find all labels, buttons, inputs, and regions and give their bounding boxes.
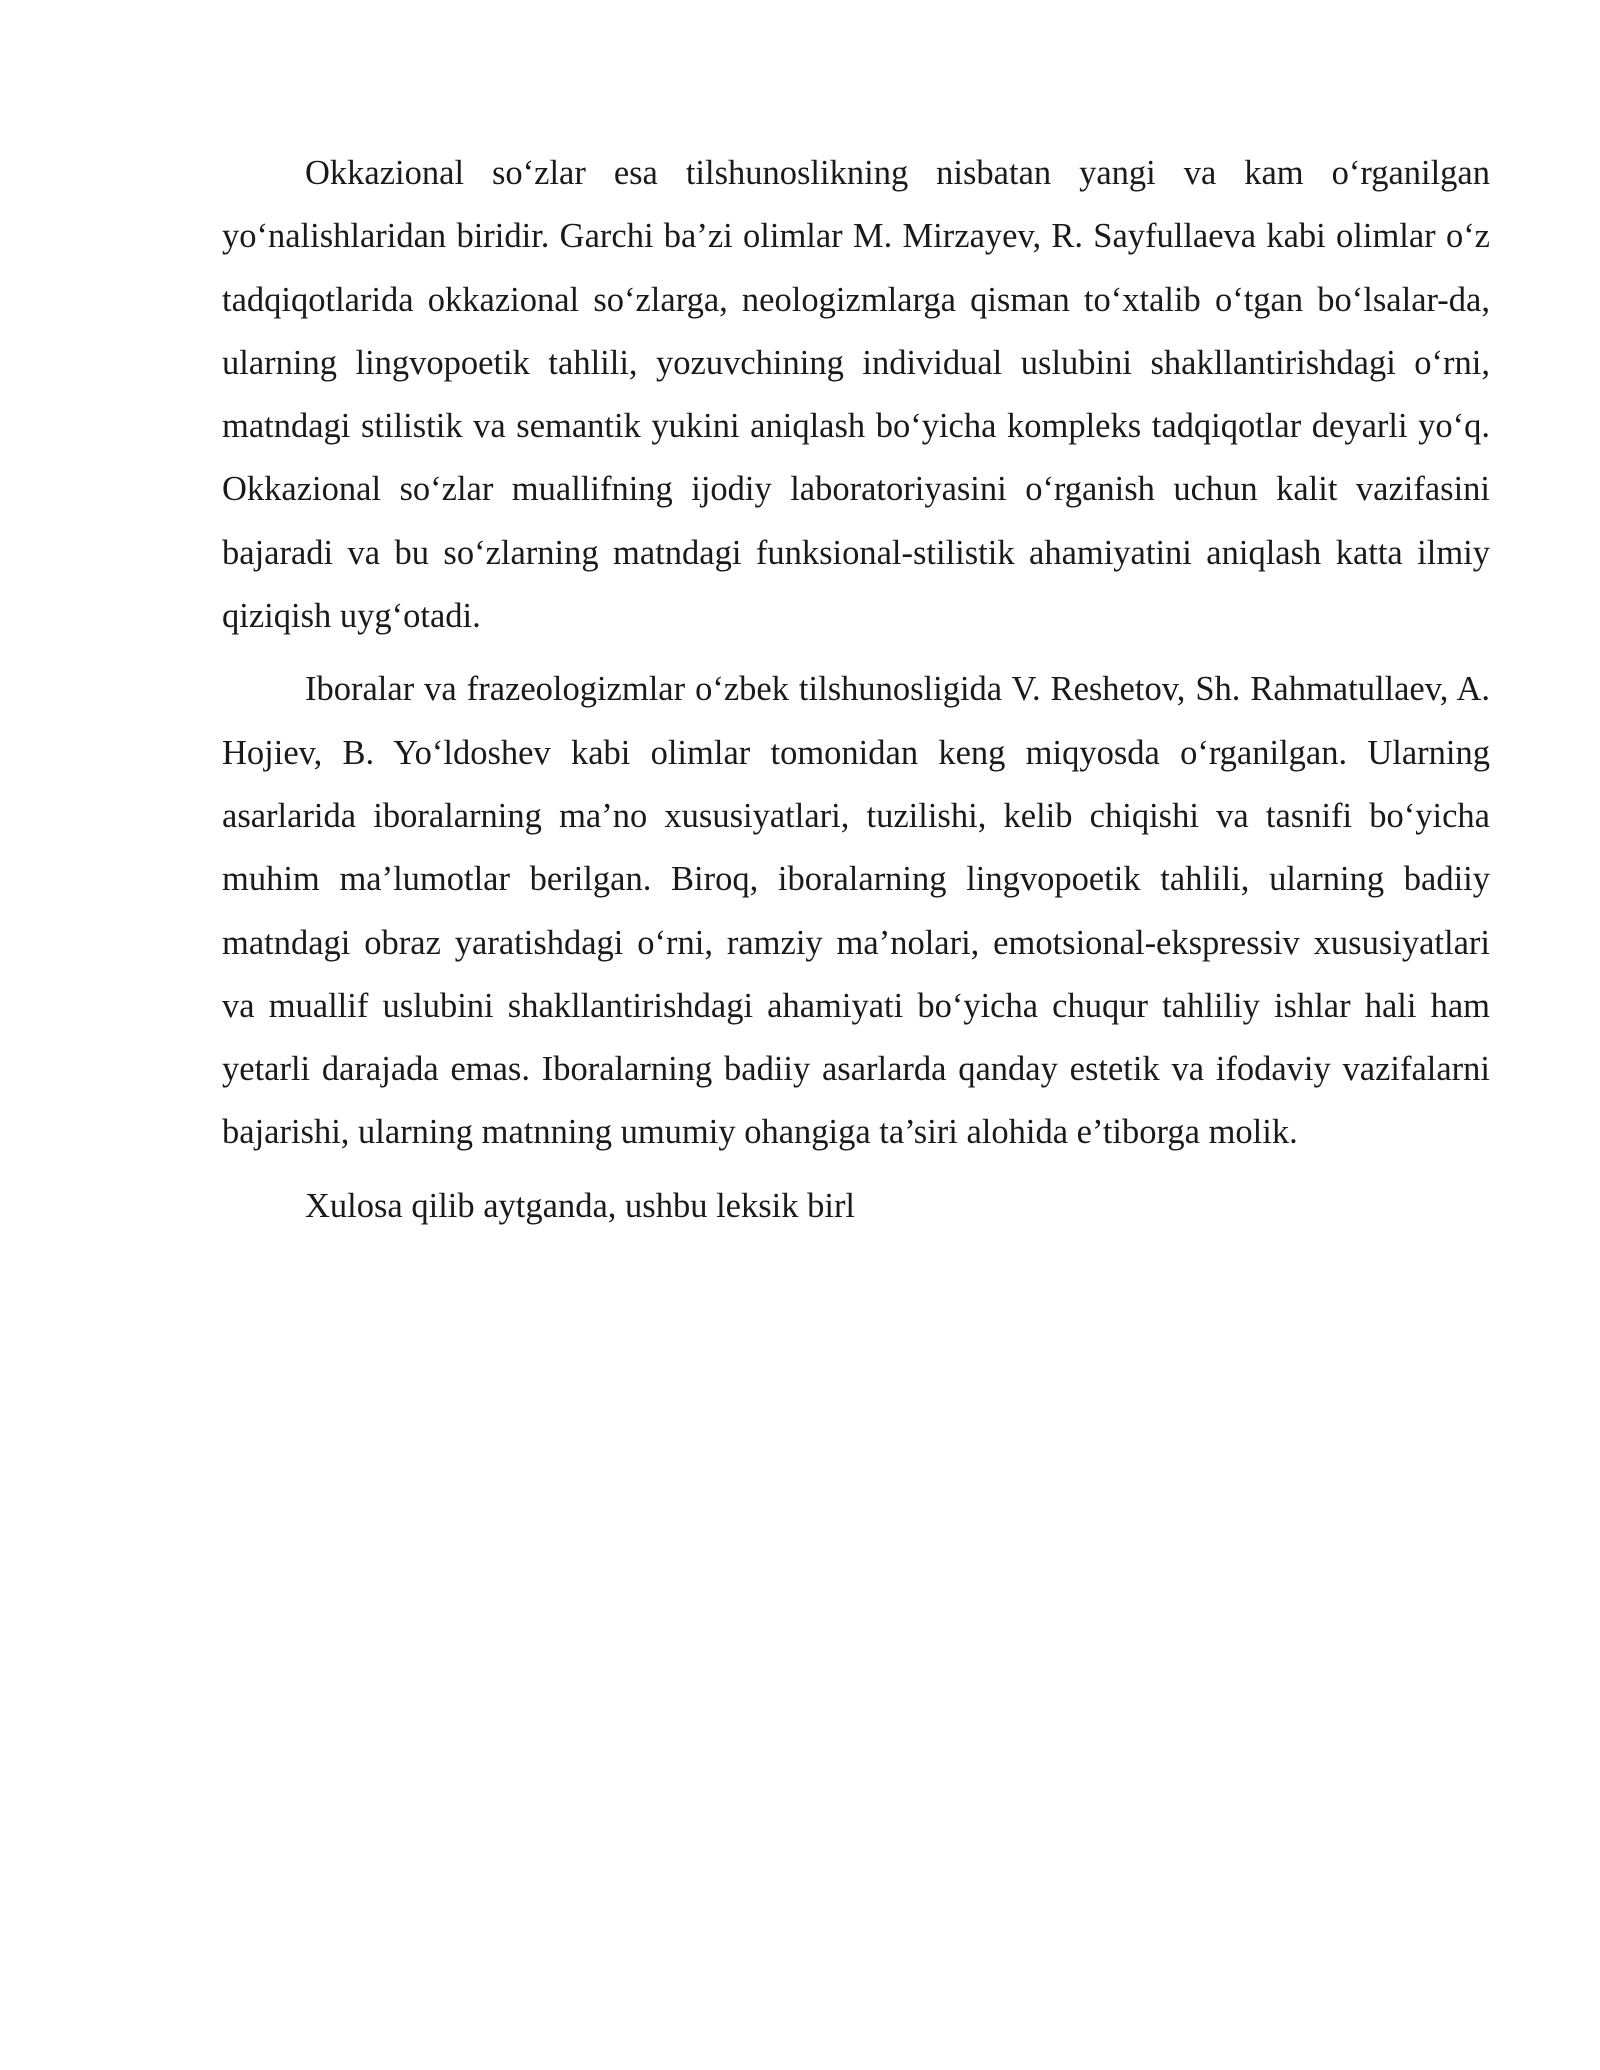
paragraph-conclusion: Xulosa qilib aytganda, ushbu leksik birl xyxy=(305,1186,856,1225)
paragraph-phraseology: Iboralar va frazeologizmlar o‘zbek tilshunosligida V. Reshetov, Sh. Rahmatullaev, A. Hojiev, B. Yo‘ldoshev kabi olimlar tomonidan keng miqyosda o‘rganilgan. Ularning asarlarida iboralarning ma’no xususiyatlari, tuzilishi, kelib chiqishi va tasnifi bo‘yicha muhim ma’lumotlar berilgan. Biroq, iboralarning lingvopoetik tahlili, ularning badiiy matndagi obraz yaratishdagi o‘rni, ramziy ma’nolari, emotsional-ekspressiv xususiyatlari va muallif uslubini shakllantirishdagi ahamiyati bo‘yicha chuqur tahliliy ishlar hali ham yetarli darajada emas. Iboralarning badiiy asarlarda qanday estetik va ifodaviy vazifalarni bajarishi, ularning matnning umumiy ohangiga ta’siri alohida e’tiborga molik. xyxy=(222,670,1490,1152)
paragraph-occasional-words: Okkazional so‘zlar esa tilshunoslikning nisbatan yangi va kam o‘rganilgan yo‘nalishlaridan biridir. Garchi ba’zi olimlar M. Mirzayev, R. Sayfullaeva kabi olimlar o‘z tadqiqotlarida okkazional so‘zlarga, neologizmlarga qisman to‘xtalib o‘tgan bo‘lsalar-da, ularning lingvopoetik tahlili, yozuvchining individual uslubini shakllantirishdagi o‘rni, matndagi stilistik va semantik yukini aniqlash bo‘yicha kompleks tadqiqotlar deyarli yo‘q. Okkazional so‘zlar muallifning ijodiy laboratoriyasini o‘rganish uchun kalit vazifasini bajaradi va bu so‘zlarning matndagi funksional-stilistik ahamiyatini aniqlash katta ilmiy qiziqish uyg‘otadi. xyxy=(222,154,1490,636)
document-body xyxy=(222,142,1490,1248)
